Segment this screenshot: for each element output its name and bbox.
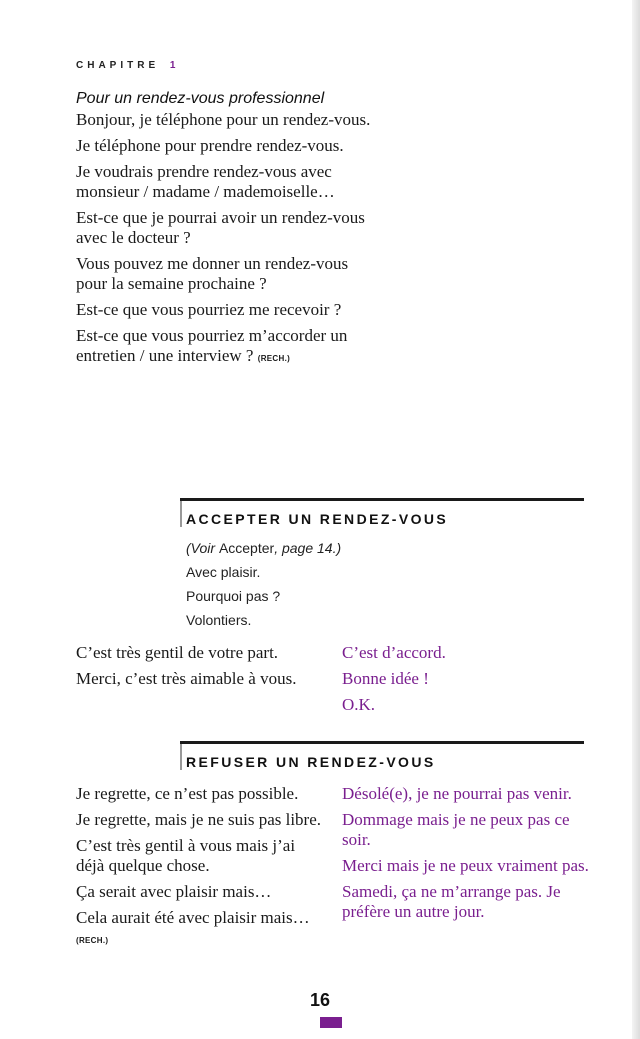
accept-left-column	[76, 643, 326, 695]
intro-phrase-text: Est-ce que vous pourriez m’accorder un entretien / une interview ?	[76, 326, 348, 365]
short-phrase: Avec plaisir.	[186, 564, 261, 580]
intro-phrase: Je téléphone pour prendre rendez-vous.	[76, 136, 344, 155]
refuse-right-phrase: Samedi, ça ne m’arrange pas. Je préfère un autre jour.	[342, 882, 561, 921]
refuse-right-column	[342, 784, 592, 928]
refuse-left-phrase: Je regrette, ce n’est pas possible.	[76, 784, 299, 803]
see-suffix: , page 14.)	[274, 540, 342, 556]
accept-right-phrase: O.K.	[342, 695, 376, 714]
refuse-left-column	[76, 784, 326, 957]
refuse-title: REFUSER UN RENDEZ-VOUS	[186, 754, 436, 770]
register-tag: (RECH.)	[257, 354, 291, 363]
intro-title: Pour un rendez-vous professionnel	[76, 90, 325, 107]
refuse-right-phrase: Désolé(e), je ne pourrai pas venir.	[342, 784, 572, 803]
refuse-left-text: Cela aurait été avec plaisir mais…	[76, 908, 310, 927]
chapter-label: CHAPITRE	[76, 60, 160, 71]
see-link: Accepter	[218, 540, 275, 556]
short-phrase: Volontiers.	[186, 612, 252, 628]
intro-section	[76, 90, 376, 375]
intro-phrase: Vous pouvez me donner un rendez-vous pour la semaine prochaine ?	[76, 254, 349, 293]
accept-title: ACCEPTER UN RENDEZ-VOUS	[186, 511, 449, 527]
intro-phrase: Bonjour, je téléphone pour un rendez-vous.	[76, 110, 371, 129]
refuse-left-phrase-last	[76, 908, 326, 951]
page-edge	[632, 0, 640, 1039]
refuse-header	[180, 741, 584, 770]
refuse-left-phrase: Ça serait avec plaisir mais…	[76, 882, 272, 901]
refuse-left-phrase: C’est très gentil à vous mais j’ai déjà quelque chose.	[76, 836, 296, 875]
see-also	[186, 538, 341, 558]
see-prefix: (Voir	[186, 540, 219, 556]
page-number: 16	[309, 990, 331, 1010]
short-phrase: Pourquoi pas ?	[186, 588, 281, 604]
header-bar	[180, 744, 182, 770]
intro-phrase: Est-ce que je pourrai avoir un rendez-vous avec le docteur ?	[76, 208, 365, 247]
chapter-number: 1	[169, 60, 180, 71]
accept-right-column	[342, 643, 592, 721]
refuse-right-phrase: Dommage mais je ne peux pas ce soir.	[342, 810, 570, 849]
accept-short-list	[186, 538, 341, 634]
refuse-left-phrase: Je regrette, mais je ne suis pas libre.	[76, 810, 322, 829]
accept-left-phrase: Merci, c’est très aimable à vous.	[76, 669, 297, 688]
intro-phrase: Est-ce que vous pourriez me recevoir ?	[76, 300, 342, 319]
intro-phrase: Je voudrais prendre rendez-vous avec monsieur / madame / mademoiselle…	[76, 162, 335, 201]
accept-right-phrase: C’est d’accord.	[342, 643, 446, 662]
accept-header	[180, 498, 584, 527]
page-marker	[320, 1017, 342, 1028]
refuse-right-phrase: Merci mais je ne peux vraiment pas.	[342, 856, 589, 875]
header-bar	[180, 501, 182, 527]
chapter-heading	[76, 60, 179, 71]
accept-left-phrase: C’est très gentil de votre part.	[76, 643, 279, 662]
register-tag: (RECH.)	[76, 936, 109, 945]
intro-phrase-last	[76, 326, 376, 369]
accept-right-phrase: Bonne idée !	[342, 669, 429, 688]
